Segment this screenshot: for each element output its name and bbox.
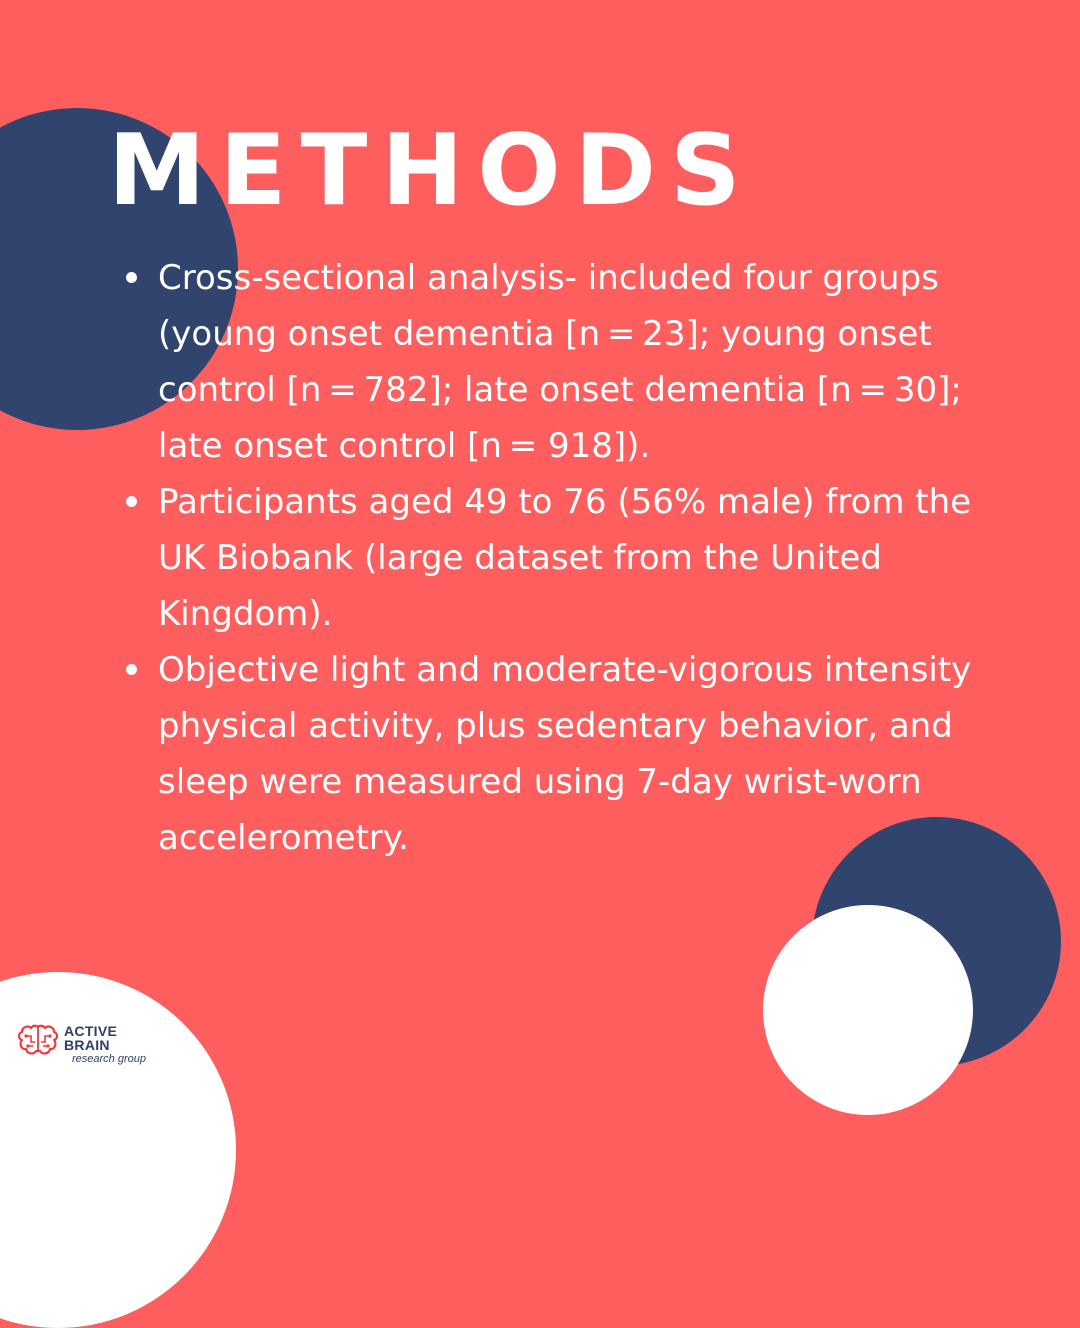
list-item (124, 474, 994, 642)
list-item (124, 250, 994, 474)
list-item-text: Participants aged 49 to 76 (56% male) from the UK Biobank (large dataset from the United Kingdom). (158, 482, 972, 634)
methods-list (124, 250, 994, 866)
logo-text-active: ACTIVE (64, 1023, 118, 1039)
decor-circle-white-right (763, 905, 973, 1115)
bullet-dot-icon (126, 664, 137, 675)
brain-icon (16, 1024, 60, 1056)
logo-text-research-group: research group (72, 1053, 146, 1065)
list-item-text: Cross-sectional analysis- included four groups (young onset dementia [n = 23]; young onset control [n = 782]; late onset dementia [n = 30]; late onset control [n = 918]). (158, 258, 962, 466)
list-item (124, 642, 994, 866)
bullet-dot-icon (126, 496, 137, 507)
bullet-dot-icon (126, 272, 137, 283)
list-item-text: Objective light and moderate-vigorous intensity physical activity, plus sedentary behavior, and sleep were measured using 7-day wrist-worn accelerometry. (158, 650, 972, 858)
logo-text-brain: BRAIN (64, 1037, 110, 1053)
page-title: METHODS (108, 114, 755, 228)
